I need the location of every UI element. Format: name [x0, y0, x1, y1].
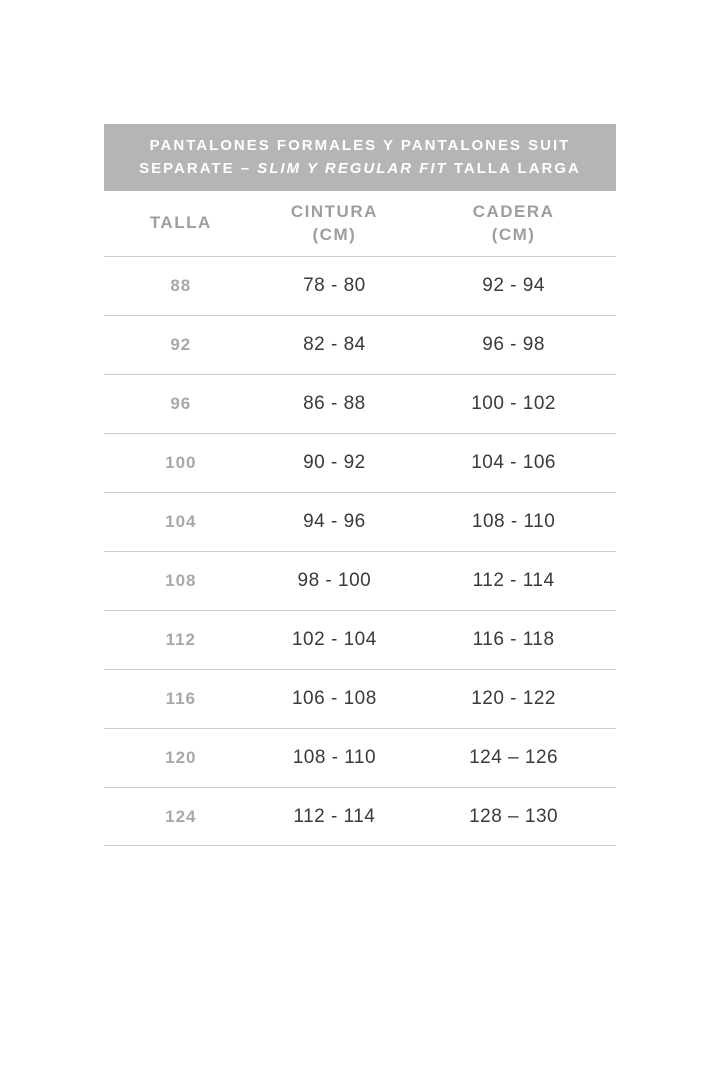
- cell-cintura: 86 - 88: [303, 393, 366, 414]
- cell-talla: 96: [170, 394, 192, 413]
- table-row: [104, 728, 616, 787]
- column-header-cadera: CADERA (CM): [411, 200, 616, 246]
- cell-cintura: 108 - 110: [292, 747, 377, 768]
- table-row: [104, 433, 616, 492]
- cell-talla: 120: [165, 748, 197, 767]
- table-row: [104, 551, 616, 610]
- column-header-cintura-unit: (CM): [312, 224, 357, 244]
- cell-talla: 100: [165, 453, 197, 472]
- table-row: [104, 256, 616, 315]
- cell-cadera: 116 - 118: [472, 629, 555, 650]
- banner-italic-segment: SLIM Y REGULAR FIT: [257, 160, 448, 177]
- size-chart: [104, 124, 616, 846]
- cell-cintura: 78 - 80: [303, 275, 366, 296]
- cell-cadera: 108 - 110: [471, 511, 556, 532]
- cell-cintura: 112 - 114: [293, 805, 376, 827]
- column-header-talla: TALLA: [149, 213, 212, 232]
- cell-cintura: 94 - 96: [303, 511, 366, 532]
- cell-talla: 88: [170, 276, 192, 295]
- cell-cadera: 92 - 94: [482, 275, 545, 296]
- table-body: [104, 256, 616, 846]
- cell-cadera: 128 – 130: [469, 805, 559, 827]
- cell-cintura: 98 - 100: [297, 570, 372, 591]
- cell-talla: 104: [165, 512, 197, 531]
- cell-cadera: 104 - 106: [471, 452, 556, 473]
- table-row: [104, 492, 616, 551]
- cell-cadera: 112 - 114: [472, 570, 555, 591]
- cell-cadera: 124 – 126: [469, 747, 559, 768]
- size-chart-title-banner: [104, 124, 616, 191]
- cell-cadera: 100 - 102: [471, 393, 556, 414]
- column-header-cadera-unit: (CM): [491, 224, 536, 244]
- table-row: [104, 669, 616, 728]
- cell-cintura: 102 - 104: [291, 629, 377, 650]
- cell-cintura: 90 - 92: [303, 452, 366, 473]
- banner-line-1: PANTALONES FORMALES Y PANTALONES SUIT: [149, 137, 571, 154]
- table-row: [104, 374, 616, 433]
- cell-cintura: 106 - 108: [291, 688, 377, 709]
- banner-line-2: SEPARATE – SLIM Y REGULAR FIT TALLA LARGA: [139, 160, 581, 177]
- cell-talla: 112: [165, 630, 197, 649]
- cell-cadera: 120 - 122: [471, 688, 556, 709]
- column-header-cintura: CINTURA (CM): [258, 200, 412, 246]
- cell-talla: 124: [165, 806, 197, 826]
- table-row: [104, 610, 616, 669]
- table-row: [104, 787, 616, 846]
- cell-cintura: 82 - 84: [303, 334, 366, 355]
- table-header-row: [104, 191, 616, 256]
- cell-talla: 116: [165, 689, 197, 708]
- cell-talla: 108: [165, 571, 197, 590]
- table-row: [104, 315, 616, 374]
- cell-cadera: 96 - 98: [482, 334, 545, 355]
- cell-talla: 92: [170, 335, 192, 354]
